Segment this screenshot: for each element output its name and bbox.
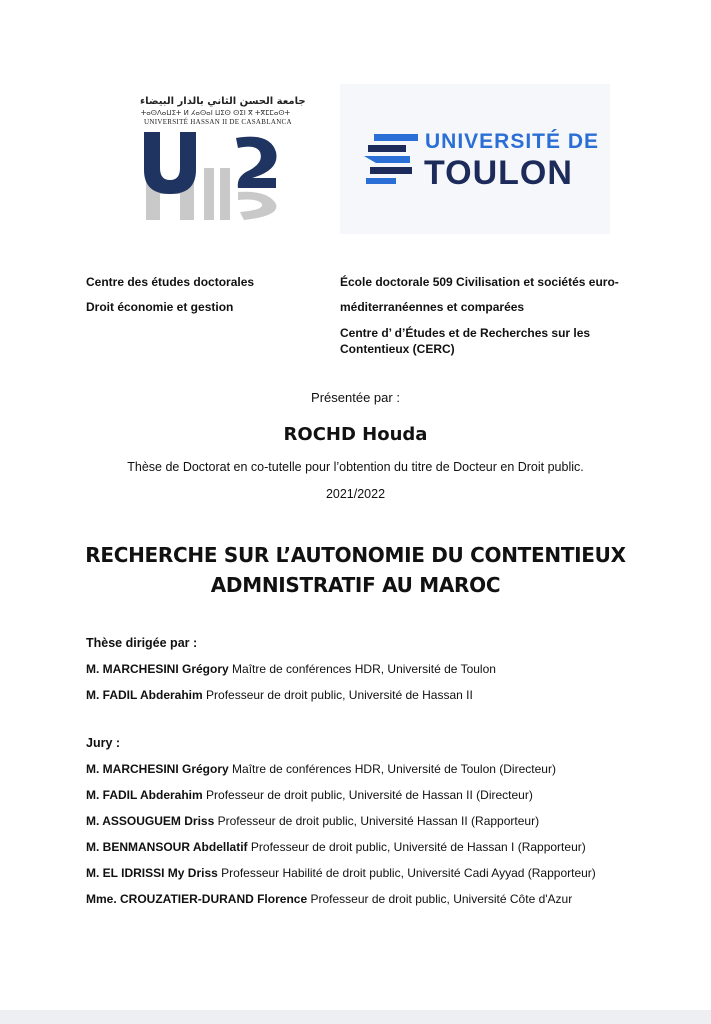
toulon-waves-icon	[364, 134, 420, 184]
presented-by: Présentée par :	[311, 390, 400, 405]
institution-right-line: méditerranéennes et comparées	[340, 300, 525, 314]
institution-left-line: Centre des études doctorales	[86, 275, 255, 289]
jury-row	[86, 866, 636, 881]
institution-left	[86, 270, 316, 320]
thesis-title	[0, 540, 711, 600]
toulon-logo	[340, 84, 610, 234]
thesis-description: Thèse de Doctorat en co-tutelle pour l’obtention du titre de Docteur en Droit public.	[127, 460, 584, 474]
jury-role: Professeur de droit public, Université de Hassan II (Directeur)	[206, 788, 533, 802]
thesis-title-line2: ADMNISTRATIF AU MAROC	[210, 573, 501, 597]
jury-name: M. MARCHESINI Grégory	[86, 762, 229, 776]
jury-name: M. EL IDRISSI My Driss	[86, 866, 218, 880]
toulon-logo-line2: TOULON	[424, 154, 573, 192]
viewer-bottom-edge	[0, 1010, 711, 1024]
director-name: M. FADIL Abderahim	[86, 688, 203, 702]
director-row	[86, 662, 636, 677]
institution-right-line: Contentieux (CERC)	[340, 342, 455, 356]
institution-left-line: Droit économie et gestion	[86, 300, 234, 314]
jury-row	[86, 762, 636, 777]
jury-name: M. FADIL Abderahim	[86, 788, 203, 802]
jury-row	[86, 892, 636, 907]
jury-name: M. ASSOUGUEM Driss	[86, 814, 215, 828]
institution-right	[340, 270, 640, 357]
jury-heading: Jury :	[86, 736, 121, 750]
jury-role: Professeur de droit public, Université de Hassan I (Rapporteur)	[250, 840, 586, 854]
jury-name: M. BENMANSOUR Abdellatif	[86, 840, 248, 854]
uh2c-emblem-icon	[140, 130, 290, 222]
jury-role: Professeur de droit public, Université Hassan II (Rapporteur)	[217, 814, 540, 828]
toulon-logo-line1: UNIVERSITÉ DE	[425, 130, 600, 153]
director-row	[86, 688, 636, 703]
uh2c-arabic-name: جامعة الحسن الثاني بالدار البيضاء	[140, 96, 306, 107]
uh2c-logo	[140, 96, 306, 226]
uh2c-latin-name: UNIVERSITÉ HASSAN II DE CASABLANCA	[144, 118, 292, 126]
institution-right-line: École doctorale 509 Civilisation et sociétés euro-	[340, 275, 619, 289]
director-name: M. MARCHESINI Grégory	[86, 662, 229, 676]
academic-year: 2021/2022	[325, 487, 386, 501]
director-role: Professeur de droit public, Université de Hassan II	[206, 688, 473, 702]
jury-role: Professeur de droit public, Université Côte d'Azur	[310, 892, 573, 906]
uh2c-tifinagh-name: ⵜⴰⵙⴷⴰⵡⵉⵜ ⵍ ⵃⴰⵙⴰⵏ ⵡⵉⵙ ⵙⵉⵏ ⴳ ⵜⴳⵎⵎⴰⵙⵜ	[140, 109, 290, 117]
thesis-title-line1: RECHERCHE SUR L’AUTONOMIE DU CONTENTIEUX	[85, 543, 626, 567]
jury-role: Maître de conférences HDR, Université de Toulon (Directeur)	[232, 762, 556, 776]
jury-section	[86, 736, 636, 918]
institution-right-line: Centre d’ d’Études et de Recherches sur les	[340, 326, 591, 340]
jury-row	[86, 788, 636, 803]
jury-row	[86, 840, 636, 855]
jury-name: Mme. CROUZATIER-DURAND Florence	[86, 892, 308, 906]
director-role: Maître de conférences HDR, Université de Toulon	[232, 662, 496, 676]
jury-role: Professeur Habilité de droit public, Université Cadi Ayyad (Rapporteur)	[221, 866, 596, 880]
research-centre	[340, 325, 640, 357]
directors-heading: Thèse dirigée par :	[86, 636, 198, 650]
directors-section	[86, 636, 636, 714]
jury-row	[86, 814, 636, 829]
author-name: ROCHD Houda	[283, 424, 428, 445]
